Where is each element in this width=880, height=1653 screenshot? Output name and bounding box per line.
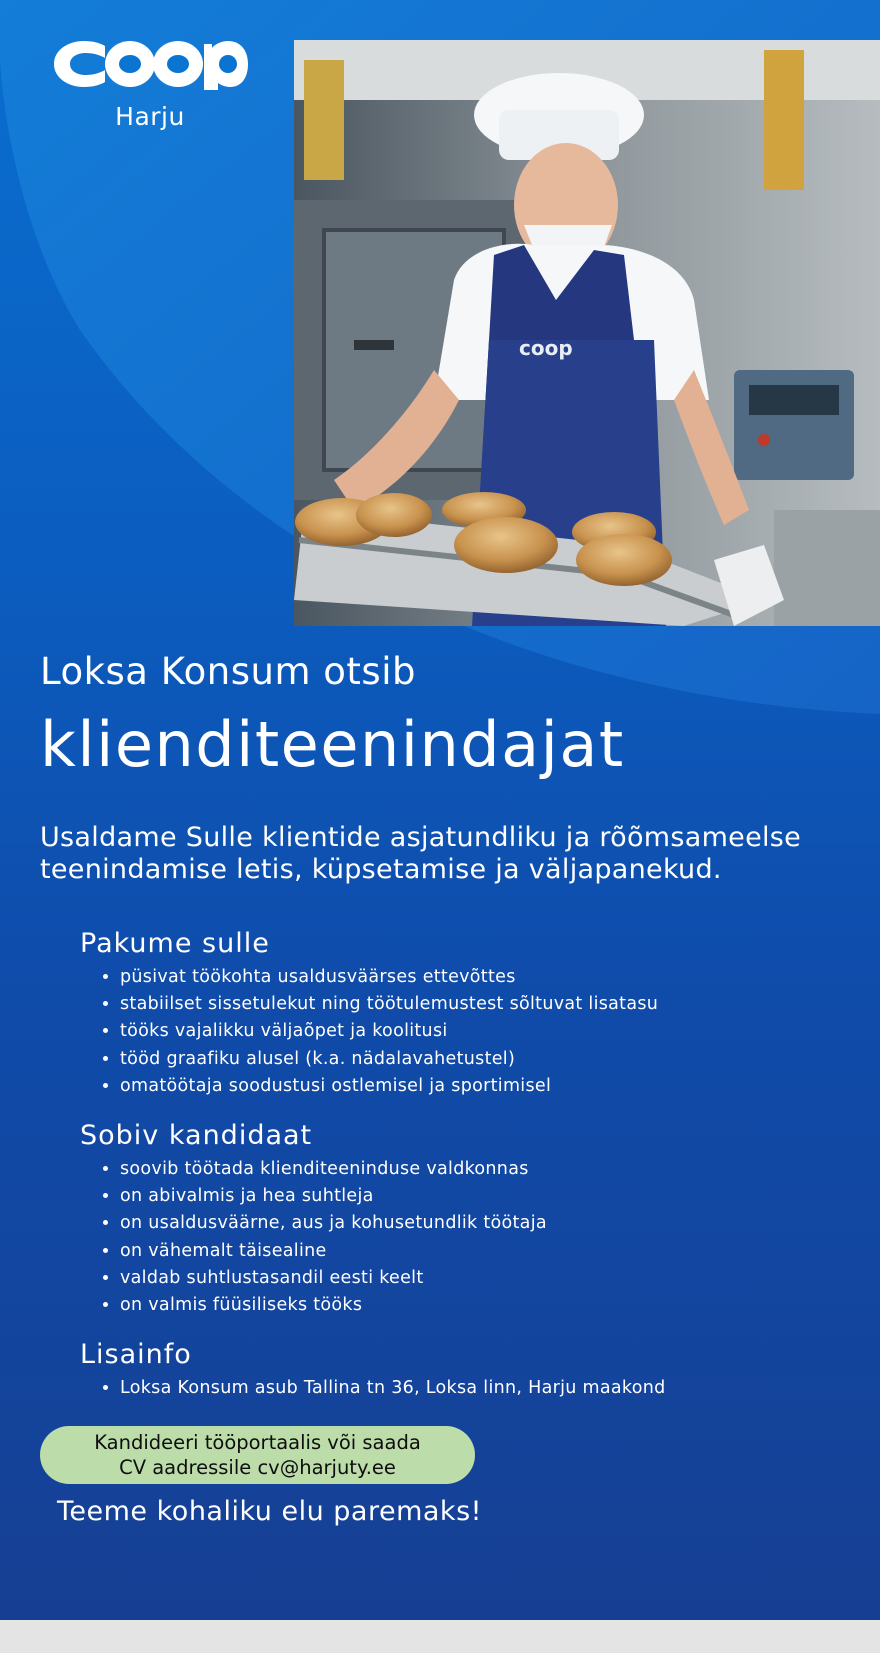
list-item: • tööks vajalikku väljaõpet ja koolitusi: [120, 1018, 658, 1045]
section-title-info: Lisainfo: [80, 1339, 192, 1370]
apply-button[interactable]: [40, 1426, 475, 1484]
coop-logo: [50, 38, 250, 131]
section-title-offer: Pakume sulle: [80, 928, 270, 959]
lead-paragraph: Usaldame Sulle klientide asjatundliku ja rõõmsameelse teenindamise letis, küpsetamise ja väljapanekud.: [40, 822, 802, 885]
baker-photo: [294, 40, 880, 626]
section-title-candidate: Sobiv kandidaat: [80, 1120, 313, 1151]
list-item: • on valmis füüsiliseks tööks: [120, 1292, 547, 1319]
list-item: • on usaldusväärne, aus ja kohusetundlik töötaja: [120, 1210, 547, 1237]
apply-line-1: Kandideeri tööportaalis või saada: [94, 1431, 421, 1454]
list-item: • on vähemalt täisealine: [120, 1238, 547, 1265]
offer-list: [80, 964, 658, 1100]
region-label: Harju: [115, 102, 185, 131]
apply-line-2: CV aadressile cv@harjuty.ee: [119, 1456, 396, 1479]
list-item: • valdab suhtlustasandil eesti keelt: [120, 1265, 547, 1292]
list-item: • tööd graafiku alusel (k.a. nädalavahetustel): [120, 1046, 658, 1073]
candidate-list: [80, 1156, 547, 1319]
list-item: • soovib töötada klienditeeninduse valdkonnas: [120, 1156, 547, 1183]
baker-illustration: [294, 40, 880, 626]
list-item: • omatöötaja soodustusi ostlemisel ja sportimisel: [120, 1073, 658, 1100]
list-item: • on abivalmis ja hea suhtleja: [120, 1183, 547, 1210]
headline-subtitle: Loksa Konsum otsib: [40, 650, 416, 693]
list-item: • Loksa Konsum asub Tallina tn 36, Loksa linn, Harju maakond: [120, 1375, 666, 1402]
svg-text:coop: coop: [519, 336, 573, 360]
slogan: Teeme kohaliku elu paremaks!: [57, 1496, 482, 1527]
info-list: [80, 1375, 666, 1402]
headline-title: klienditeenindajat: [40, 708, 625, 781]
coop-logo-icon: [52, 38, 248, 92]
list-item: • stabiilset sissetulekut ning töötulemustest sõltuvat lisatasu: [120, 991, 658, 1018]
list-item: • püsivat töökohta usaldusväärses ettevõttes: [120, 964, 658, 991]
